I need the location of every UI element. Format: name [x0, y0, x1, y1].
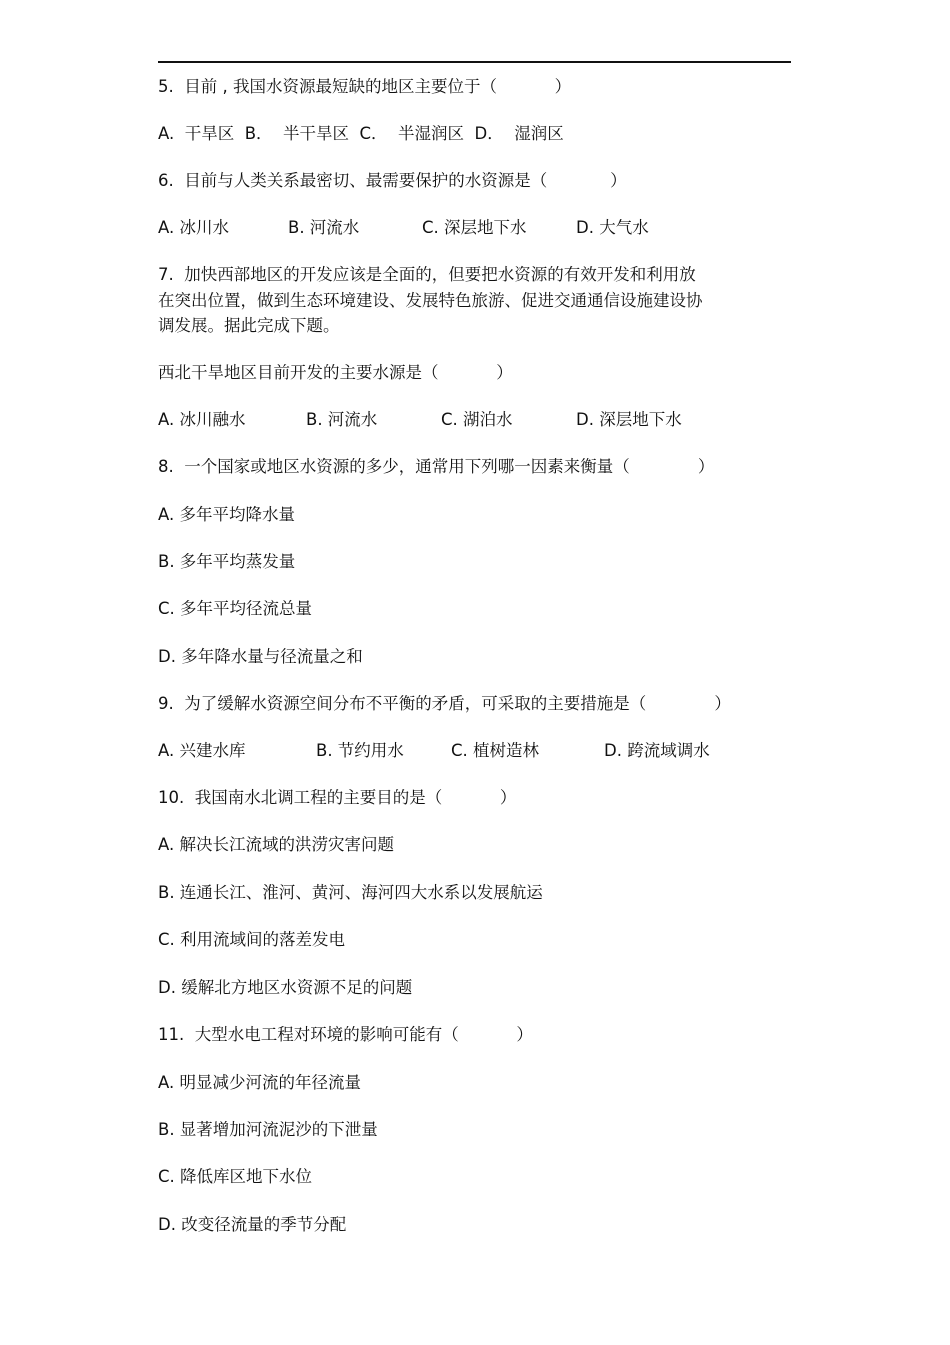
question-6-option-d: D. 大气水 — [576, 218, 649, 237]
question-7-option-b: B. 河流水 — [306, 410, 378, 429]
question-10-stem: 10. 我国南水北调工程的主要目的是（ ） — [158, 788, 517, 807]
question-7-stem: 西北干旱地区目前开发的主要水源是（ ） — [158, 363, 513, 382]
question-9-options — [158, 738, 798, 764]
question-9-option-c: C. 植树造林 — [451, 741, 540, 760]
question-11-option-d: D. 改变径流量的季节分配 — [158, 1215, 347, 1234]
question-9-option-d: D. 跨流域调水 — [604, 741, 710, 760]
question-11-option-b: B. 显著增加河流泥沙的下泄量 — [158, 1120, 378, 1139]
question-11-stem: 11. 大型水电工程对环境的影响可能有（ ） — [158, 1025, 533, 1044]
question-6-option-a: A. 冰川水 — [158, 218, 229, 237]
question-5-stem: 5. 目前 , 我国水资源最短缺的地区主要位于（ ） — [158, 77, 572, 96]
question-9-option-a: A. 兴建水库 — [158, 741, 246, 760]
question-9-option-b: B. 节约用水 — [316, 741, 404, 760]
question-6-options — [158, 215, 798, 241]
question-8-option-d: D. 多年降水量与径流量之和 — [158, 647, 363, 666]
question-7-passage-line-3: 调发展。据此完成下题。 — [158, 316, 340, 335]
question-7-passage-line-1: 7. 加快西部地区的开发应该是全面的，但要把水资源的有效开发和利用放 — [158, 265, 696, 284]
question-6-stem: 6. 目前与人类关系最密切、最需要保护的水资源是（ ） — [158, 171, 627, 190]
question-9-stem: 9. 为了缓解水资源空间分布不平衡的矛盾，可采取的主要措施是（ ） — [158, 694, 731, 713]
question-7-option-c: C. 湖泊水 — [441, 410, 513, 429]
question-7-passage-line-2: 在突出位置，做到生态环境建设、发展特色旅游、促进交通通信设施建设协 — [158, 291, 703, 310]
question-10-option-d: D. 缓解北方地区水资源不足的问题 — [158, 978, 413, 997]
question-5-options: A. 干旱区 B． 半干旱区 C． 半湿润区 D． 湿润区 — [158, 124, 564, 143]
question-7-options — [158, 407, 798, 433]
question-8-stem: 8. 一个国家或地区水资源的多少，通常用下列哪一因素来衡量（ ） — [158, 457, 715, 476]
question-11-option-a: A. 明显减少河流的年径流量 — [158, 1073, 361, 1092]
question-8-option-a: A. 多年平均降水量 — [158, 505, 295, 524]
question-11-option-c: C. 降低库区地下水位 — [158, 1167, 313, 1186]
question-7-option-a: A. 冰川融水 — [158, 410, 246, 429]
question-10-option-a: A. 解决长江流域的洪涝灾害问题 — [158, 835, 394, 854]
question-8-option-c: C. 多年平均径流总量 — [158, 599, 313, 618]
header-rule — [158, 61, 791, 63]
question-6-option-c: C. 深层地下水 — [422, 218, 527, 237]
question-10-option-c: C. 利用流域间的落差发电 — [158, 930, 346, 949]
question-10-option-b: B. 连通长江、淮河、黄河、海河四大水系以发展航运 — [158, 883, 543, 902]
question-8-option-b: B. 多年平均蒸发量 — [158, 552, 296, 571]
question-6-option-b: B. 河流水 — [288, 218, 360, 237]
question-7-option-d: D. 深层地下水 — [576, 410, 682, 429]
